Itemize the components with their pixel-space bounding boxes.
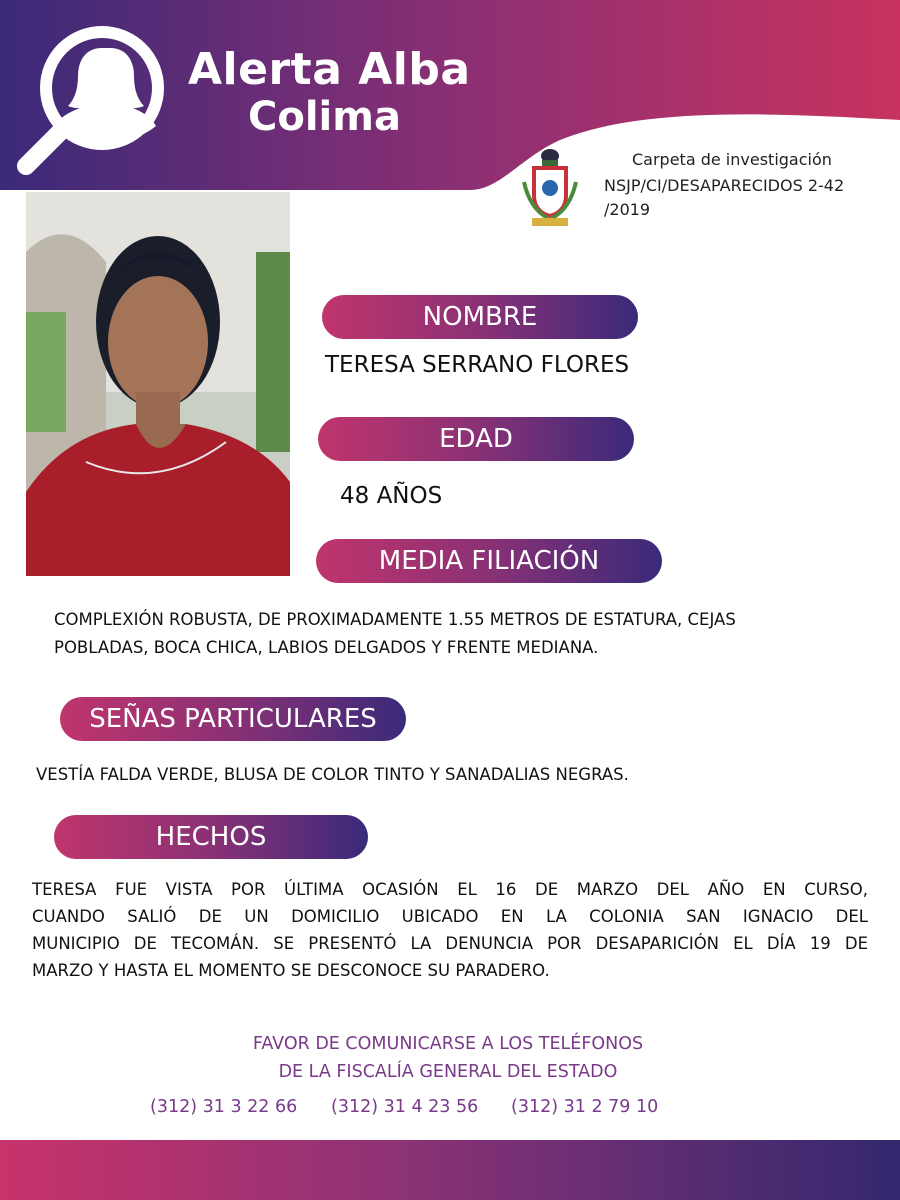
footer-bar [0,1140,900,1200]
media-filiacion-heading: MEDIA FILIACIÓN [316,539,662,583]
phone-2[interactable]: (312) 31 4 23 56 [331,1097,479,1117]
edad-heading: EDAD [318,417,634,461]
senas-value: VESTÍA FALDA VERDE, BLUSA DE COLOR TINTO Y SANADALIAS NEGRAS. [36,765,629,784]
nombre-heading: NOMBRE [322,295,638,339]
hechos-heading: HECHOS [54,815,368,859]
missing-person-photo [26,192,290,576]
nombre-value: TERESA SERRANO FLORES [325,352,630,378]
colima-coat-of-arms [520,142,580,228]
brand-subtitle: Colima [248,94,401,140]
hechos-line4: MARZO Y HASTA EL MOMENTO SE DESCONOCE SU PARADERO. [32,961,550,980]
phone-1[interactable]: (312) 31 3 22 66 [150,1097,298,1117]
contact-line1: FAVOR DE COMUNICARSE A LOS TELÉFONOS [252,1034,644,1054]
senas-heading: SEÑAS PARTICULARES [60,697,406,741]
hechos-line2: CUANDO SALIÓ DE UN DOMICILIO UBICADO EN LA COLONIA SAN IGNACIO DEL [32,907,868,926]
brand-title: Alerta Alba [188,44,471,95]
hechos-line1: TERESA FUE VISTA POR ÚLTIMA OCASIÓN EL 16 DE MARZO DEL AÑO EN CURSO, [32,880,868,899]
edad-value: 48 AÑOS [340,483,443,509]
hechos-line3: MUNICIPIO DE TECOMÁN. SE PRESENTÓ LA DENUNCIA POR DESAPARICIÓN EL DÍA 19 DE [32,934,868,953]
carpeta-year: /2019 [604,200,651,219]
magnifier-woman-icon [10,18,170,178]
carpeta-label: Carpeta de investigación [632,150,832,169]
media-filiacion-line2: POBLADAS, BOCA CHICA, LABIOS DELGADOS Y FRENTE MEDIANA. [54,638,599,657]
phone-3[interactable]: (312) 31 2 79 10 [511,1097,659,1117]
contact-line2: DE LA FISCALÍA GENERAL DEL ESTADO [278,1062,618,1082]
carpeta-number: NSJP/CI/DESAPARECIDOS 2-42 [604,176,845,195]
media-filiacion-line1: COMPLEXIÓN ROBUSTA, DE PROXIMADAMENTE 1.55 METROS DE ESTATURA, CEJAS [54,610,736,629]
